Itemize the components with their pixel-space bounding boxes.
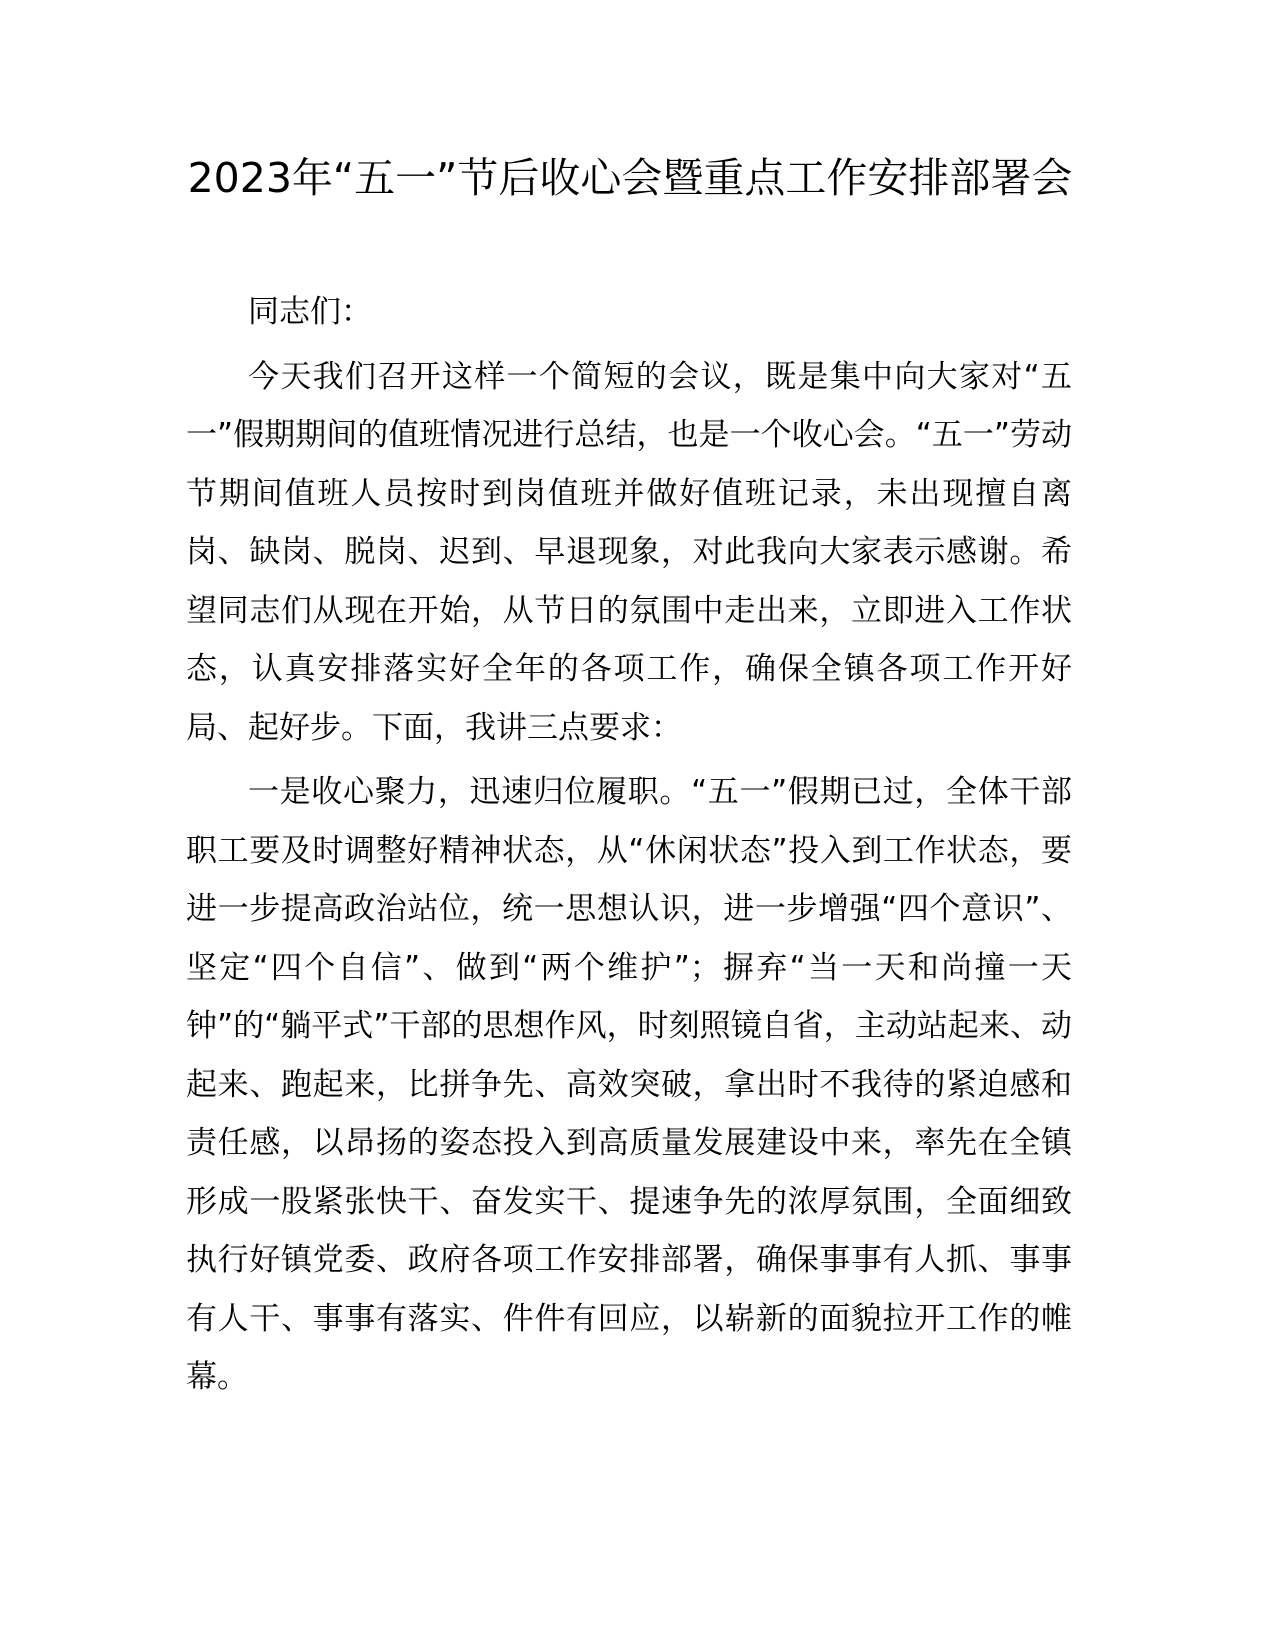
paragraph-point-one: 一是收心聚力，迅速归位履职。“五一”假期已过，全体干部职工要及时调整好精神状态，从“休闲状态”投入到工作状态，要进一步提高政治站位，统一思想认识，进一步增强“四个意识”、坚定“四个自信”、做到“两个维护”；摒弃“当一天和尚撞一天钟”的“躺平式”干部的思想作风，时刻照镜自省，主动站起来、动起来、跑起来，比拼争先、高效突破，拿出时不我待的紧迫感和责任感，以昂扬的姿态投入到高质量发展建设中来，率先在全镇形成一股紧张快干、奋发实干、提速争先的浓厚氛围，全面细致执行好镇党委、政府各项工作安排部署，确保事事有人抓、事事有人干、事事有落实、件件有回应，以崭新的面貌拉开工作的帷幕。 bbox=[186, 774, 1072, 1395]
document-body bbox=[186, 283, 1072, 1413]
salutation: 同志们： bbox=[248, 294, 372, 330]
paragraph-intro: 今天我们召开这样一个简短的会议，既是集中向大家对“五一”假期期间的值班情况进行总结，也是一个收心会。“五一”劳动节期间值班人员按时到岗值班并做好值班记录，未出现擅自离岗、缺岗、脱岗、迟到、早退现象，对此我向大家表示感谢。希望同志们从现在开始，从节日的氛围中走出来，立即进入工作状态，认真安排落实好全年的各项工作，确保全镇各项工作开好局、起好步。下面，我讲三点要求： bbox=[186, 358, 1072, 746]
document-title: 2023年“五一”节后收心会暨重点工作安排部署会 bbox=[187, 154, 1073, 202]
